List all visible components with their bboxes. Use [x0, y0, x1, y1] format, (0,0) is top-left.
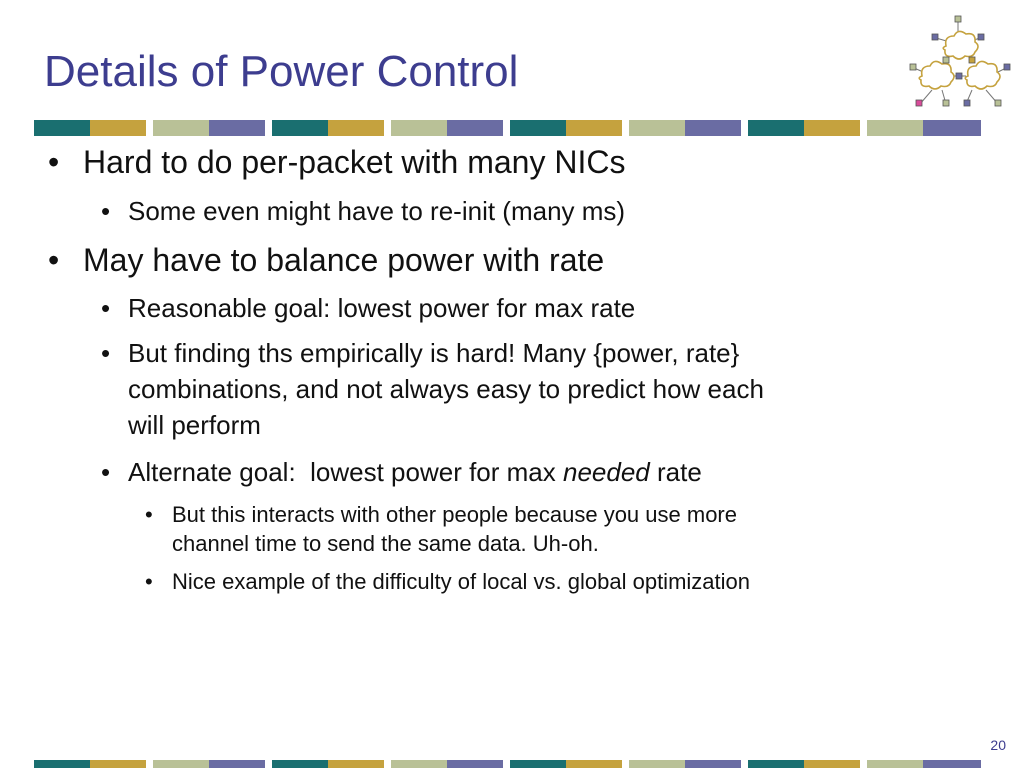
sub-bullet-marker: • [101, 293, 111, 323]
sub-sub-bullet-marker: • [145, 502, 153, 527]
sub-bullet-marker: • [101, 338, 111, 368]
bottom-decorative-band [0, 760, 1024, 768]
sub-bullet-text: Reasonable goal: lowest power for max rate [128, 293, 636, 323]
sub-bullet-text: Some even might have to re-init (many ms) [128, 196, 626, 226]
sub-bullet-marker: • [101, 196, 111, 226]
text-segment: Alternate goal: lowest power for max [128, 457, 563, 487]
page-number: 20 [990, 737, 1006, 753]
network-clouds-logo-icon [906, 14, 1016, 110]
slide-title: Details of Power Control [44, 47, 519, 96]
sub-sub-bullet-text: Nice example of the difficulty of local vs. global optimization [172, 569, 750, 594]
sub-sub-bullet-text-line: But this interacts with other people because you use more [172, 502, 737, 527]
sub-bullet-marker: • [101, 457, 111, 487]
sub-bullet-text-line: combinations, and not always easy to predict how each [128, 374, 764, 404]
sub-bullet-text-line: But finding ths empirically is hard! Many {power, rate} [128, 338, 740, 368]
emphasized-word: needed [562, 457, 650, 487]
sub-bullet-text-line: will perform [128, 410, 261, 440]
sub-bullet-text [128, 457, 702, 487]
bullet-text: May have to balance power with rate [83, 242, 605, 278]
sub-sub-bullet-text-line: channel time to send the same data. Uh-oh. [172, 531, 599, 556]
bullet-marker: • [48, 144, 60, 180]
bullet-item [48, 144, 59, 180]
bullet-marker: • [48, 242, 60, 278]
text-segment: rate [649, 457, 702, 487]
bullet-text: Hard to do per-packet with many NICs [83, 144, 626, 180]
top-decorative-band [0, 120, 1024, 136]
sub-sub-bullet-marker: • [145, 569, 153, 594]
